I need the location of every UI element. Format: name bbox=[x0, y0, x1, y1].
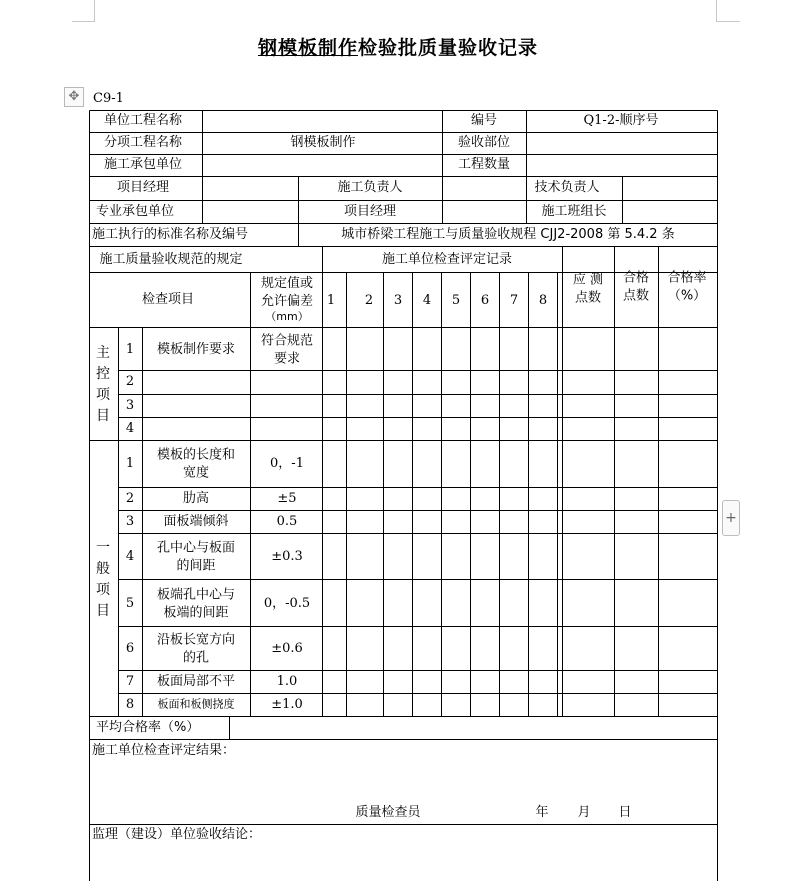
accept-part-label: 验收部位 bbox=[457, 135, 511, 151]
tolerance-label-line: 允许偏差 bbox=[260, 293, 314, 309]
row-item: 面板端倾斜 bbox=[163, 514, 229, 530]
col-header: 6 bbox=[480, 293, 490, 309]
number-value: Q1-2-顺序号 bbox=[583, 113, 659, 129]
standard-label: 施工执行的标准名称及编号 bbox=[92, 227, 249, 243]
row-tolerance-line: 要求 bbox=[273, 351, 301, 366]
spec-label: 施工质量验收规范的规定 bbox=[99, 252, 243, 268]
number-label: 编号 bbox=[470, 113, 498, 129]
month-label: 月 bbox=[577, 805, 591, 821]
row-tolerance-line: 符合规范 bbox=[260, 333, 314, 349]
pm2-label: 项目经理 bbox=[343, 204, 397, 220]
group-char: 般 bbox=[96, 561, 110, 577]
qualified-points-label bbox=[623, 269, 649, 304]
group-char: 目 bbox=[96, 408, 110, 424]
row-tolerance: ±0.3 bbox=[271, 549, 303, 565]
should-measure-line: 应 测 bbox=[572, 272, 604, 288]
row-item-line: 沿板长宽方向 bbox=[156, 632, 236, 648]
tolerance-label-line: 规定值或 bbox=[260, 276, 314, 292]
col-header: 1 bbox=[326, 293, 336, 309]
row-item-line: 的间距 bbox=[176, 558, 216, 573]
row-item bbox=[157, 446, 235, 481]
title-underlined: 钢模板制作 bbox=[257, 37, 358, 59]
col-header: 4 bbox=[422, 293, 432, 309]
row-item bbox=[157, 539, 235, 574]
row-item bbox=[157, 586, 235, 621]
table-move-handle-icon[interactable]: ✥ bbox=[64, 87, 84, 107]
row-no: 3 bbox=[125, 514, 135, 530]
team-lead-label: 施工班组长 bbox=[541, 204, 607, 220]
title-rest: 检验批质量验收记录 bbox=[358, 37, 539, 59]
col-header: 8 bbox=[538, 293, 548, 309]
row-item: 板面局部不平 bbox=[156, 674, 236, 690]
contractor-label: 施工承包单位 bbox=[103, 157, 183, 173]
row-tolerance: ±0.6 bbox=[271, 641, 303, 657]
form-code: C9-1 bbox=[93, 91, 124, 106]
row-item-line: 板端孔中心与 bbox=[156, 587, 236, 603]
col-header: 7 bbox=[509, 293, 519, 309]
pass-rate-label bbox=[667, 269, 706, 304]
row-no: 6 bbox=[125, 641, 135, 657]
year-label: 年 bbox=[535, 805, 549, 821]
supervisor-label: 监理（建设）单位验收结论： bbox=[92, 827, 262, 843]
group-char: 目 bbox=[96, 603, 110, 619]
group-char: 主 bbox=[96, 345, 110, 361]
group-char: 项 bbox=[96, 582, 110, 598]
tech-lead-label: 技术负责人 bbox=[534, 180, 600, 196]
group-char: 一 bbox=[96, 540, 110, 556]
pass-rate-line: 合格率 bbox=[667, 270, 707, 286]
row-tolerance: 0，-0.5 bbox=[263, 596, 311, 612]
sub-project-value: 钢模板制作 bbox=[290, 135, 356, 151]
row-item bbox=[157, 631, 235, 666]
col-header: 2 bbox=[364, 293, 374, 309]
tolerance-label bbox=[261, 275, 313, 325]
row-item-line: 宽度 bbox=[182, 465, 210, 480]
day-label: 日 bbox=[618, 805, 632, 821]
row-item-line: 模板的长度和 bbox=[156, 447, 236, 463]
row-item-line: 的孔 bbox=[182, 650, 210, 665]
sub-contractor-label: 专业承包单位 bbox=[95, 204, 175, 220]
row-no: 2 bbox=[125, 491, 135, 507]
row-no: 5 bbox=[125, 596, 135, 612]
row-tolerance: 1.0 bbox=[276, 674, 298, 690]
row-no: 1 bbox=[125, 342, 135, 358]
should-measure-label bbox=[573, 271, 603, 306]
row-no: 7 bbox=[125, 674, 135, 690]
record-label: 施工单位检查评定记录 bbox=[381, 252, 513, 268]
row-tolerance bbox=[261, 332, 313, 367]
row-no: 4 bbox=[125, 549, 135, 565]
tolerance-label-line: （mm） bbox=[265, 310, 309, 324]
should-measure-line: 点数 bbox=[574, 290, 602, 305]
col-header: 5 bbox=[451, 293, 461, 309]
unit-project-label: 单位工程名称 bbox=[103, 113, 183, 129]
row-item-line: 孔中心与板面 bbox=[156, 540, 236, 556]
qualified-points-line: 合格 bbox=[622, 270, 650, 286]
inspector-label: 质量检查员 bbox=[355, 805, 421, 821]
item-label: 检查项目 bbox=[141, 292, 195, 308]
row-tolerance: 0.5 bbox=[276, 514, 298, 530]
construction-lead-label: 施工负责人 bbox=[337, 180, 403, 196]
group-char: 项 bbox=[96, 387, 110, 403]
row-tolerance: ±1.0 bbox=[271, 697, 303, 713]
add-column-plus-icon[interactable]: + bbox=[722, 500, 740, 536]
pm-label: 项目经理 bbox=[116, 180, 170, 196]
row-no: 8 bbox=[125, 697, 135, 713]
col-header: 3 bbox=[393, 293, 403, 309]
row-tolerance: 0，-1 bbox=[270, 456, 304, 472]
group-char: 控 bbox=[96, 366, 110, 382]
qualified-points-line: 点数 bbox=[622, 288, 650, 303]
pass-rate-line: （%） bbox=[667, 288, 707, 303]
row-tolerance: ±5 bbox=[277, 491, 297, 507]
sub-project-label: 分项工程名称 bbox=[103, 135, 183, 151]
row-no: 1 bbox=[125, 456, 135, 472]
quantity-label: 工程数量 bbox=[457, 157, 511, 173]
row-item: 模板制作要求 bbox=[156, 342, 236, 358]
standard-value: 城市桥梁工程施工与质量验收规程 CJJ2-2008 第 5.4.2 条 bbox=[341, 227, 675, 243]
row-no: 3 bbox=[125, 398, 135, 414]
construction-result-label: 施工单位检查评定结果： bbox=[92, 743, 236, 759]
row-item-line: 板端的间距 bbox=[163, 605, 229, 620]
row-item: 肋高 bbox=[182, 491, 210, 507]
row-no: 4 bbox=[125, 421, 135, 437]
row-item: 板面和板侧挠度 bbox=[157, 697, 235, 711]
general-group-label bbox=[96, 538, 110, 622]
avg-pass-rate-label: 平均合格率（%） bbox=[96, 720, 200, 736]
row-no: 2 bbox=[125, 374, 135, 390]
main-control-group-label bbox=[96, 343, 110, 427]
